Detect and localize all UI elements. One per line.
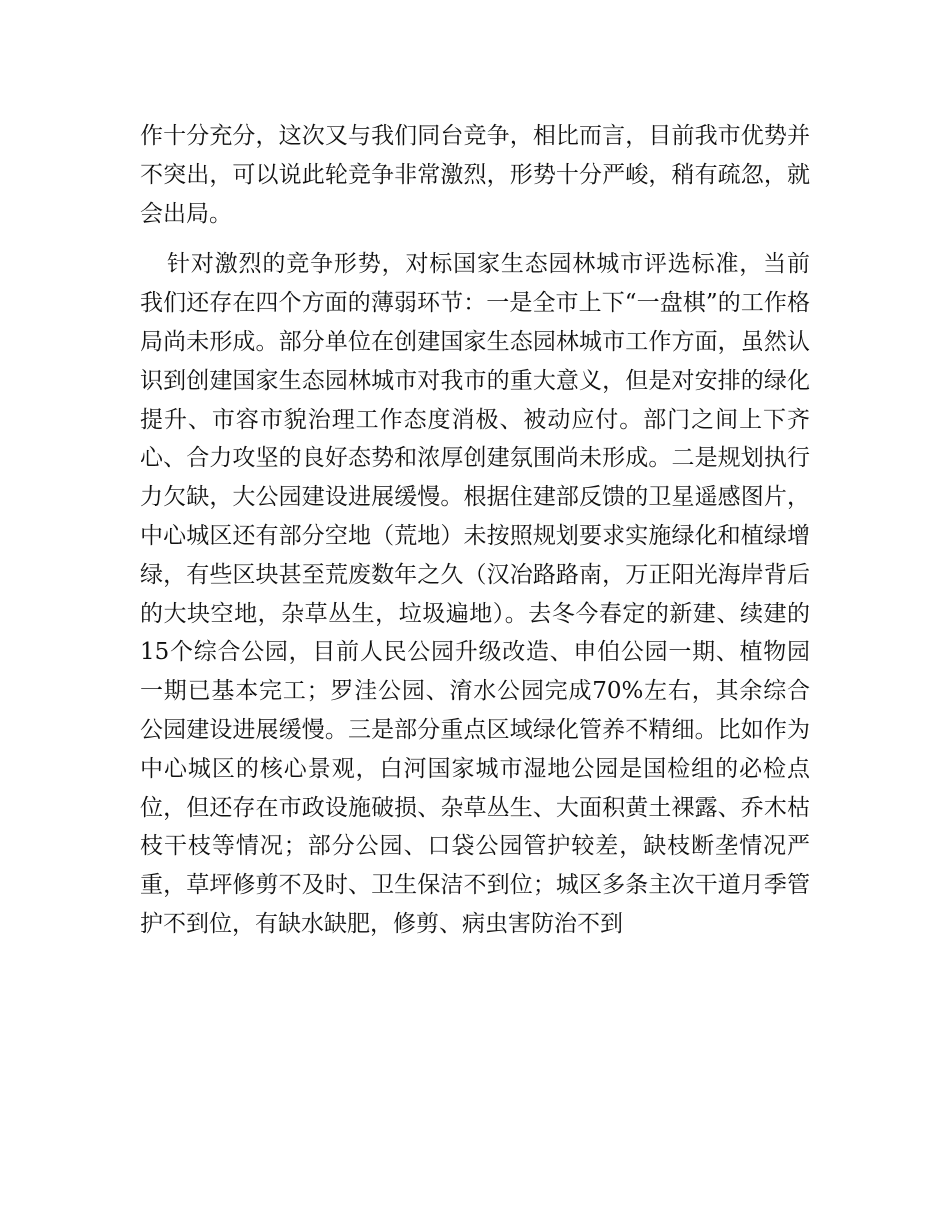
paragraph-continuation: 作十分充分，这次又与我们同台竞争，相比而言，目前我市优势并不突出，可以说此轮竞争非常激烈，形势十分严峻，稍有疏忽，就会出局。 (140, 123, 810, 227)
body-text (140, 117, 810, 944)
paragraph-weak-links: 针对激烈的竞争形势，对标国家生态园林城市评选标准，当前我们还存在四个方面的薄弱环节：一是全市上下“一盘棋”的工作格局尚未形成。部分单位在创建国家生态园林城市工作方面，虽然认识到创建国家生态园林城市对我市的重大意义，但是对安排的绿化提升、市容市貌治理工作态度消极、被动应付。部门之间上下齐心、合力攻坚的良好态势和浓厚创建氛围尚未形成。二是规划执行力欠缺，大公园建设进展缓慢。根据住建部反馈的卫星遥感图片，中心城区还有部分空地（荒地）未按照规划要求实施绿化和植绿增绿，有些区块甚至荒废数年之久（汉冶路路南，万正阳光海岸背后的大块空地，杂草丛生，垃圾遍地）。去冬今春定的新建、续建的15个综合公园，目前人民公园升级改造、申伯公园一期、植物园一期已基本完工；罗洼公园、淯水公园完成70%左右，其余综合公园建设进展缓慢。三是部分重点区域绿化管养不精细。比如作为中心城区的核心景观，白河国家城市湿地公园是国检组的必检点位，但还存在市政设施破损、杂草丛生、大面积黄土裸露、乔木枯枝干枝等情况；部分公园、口袋公园管护较差，缺枝断垄情况严重，草坪修剪不及时、卫生保洁不到位；城区多条主次干道月季管护不到位，有缺水缺肥，修剪、病虫害防治不到 (140, 251, 810, 937)
